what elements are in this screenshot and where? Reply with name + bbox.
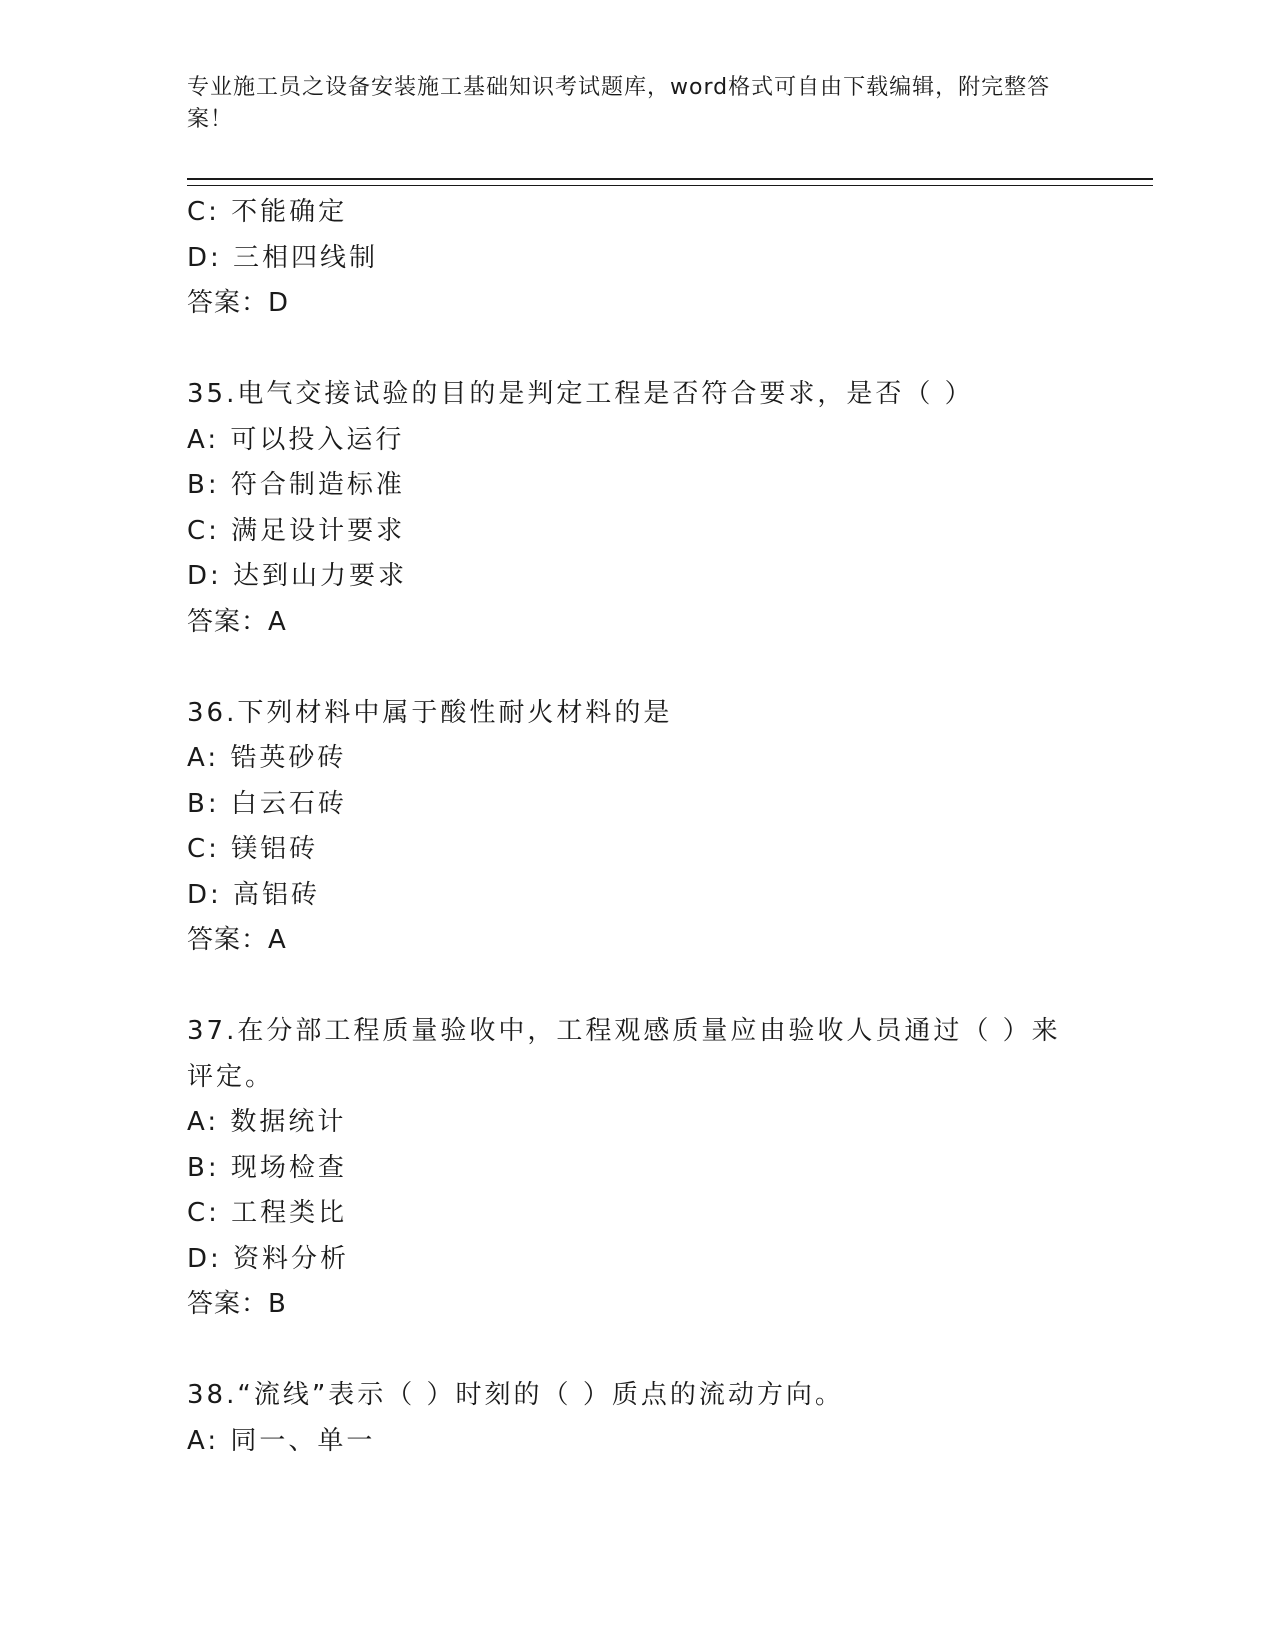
spacer — [187, 327, 1067, 373]
question-37 — [187, 1009, 1067, 1328]
answer-line: 答案：A — [187, 925, 287, 955]
answer-line: 答案：B — [187, 1289, 287, 1319]
option-d: D: 资料分析 — [187, 1243, 350, 1274]
option-c: C: 不能确定 — [187, 197, 348, 227]
spacer — [187, 645, 1067, 691]
question-stem: 38.“流线”表示（ ）时刻的（ ）质点的流动方向。 — [187, 1380, 844, 1410]
previous-question-tail — [187, 190, 1067, 327]
option-d: D: 三相四线制 — [187, 242, 379, 273]
spacer — [187, 1328, 1067, 1374]
question-stem: 36.下列材料中属于酸性耐火材料的是 — [187, 697, 673, 728]
header-text: 专业施工员之设备安装施工基础知识考试题库，word格式可自由下载编辑，附完整答案！ — [187, 75, 1051, 132]
option-d: D: 达到山力要求 — [187, 561, 408, 591]
option-a: A: 可以投入运行 — [187, 424, 405, 455]
question-35 — [187, 372, 1067, 645]
option-c: C: 镁铝砖 — [187, 834, 319, 864]
page-header — [187, 72, 1067, 136]
option-c: C: 满足设计要求 — [187, 515, 406, 546]
answer-line: 答案：D — [187, 288, 290, 318]
option-b: B: 白云石砖 — [187, 788, 347, 819]
option-c: C: 工程类比 — [187, 1198, 348, 1228]
option-b: B: 现场检查 — [187, 1152, 347, 1183]
option-b: B: 符合制造标准 — [187, 470, 405, 500]
question-stem: 35.电气交接试验的目的是判定工程是否符合要求，是否（ ） — [187, 379, 974, 409]
question-stem: 37.在分部工程质量验收中，工程观感质量应由验收人员通过（ ）来评定。 — [187, 1016, 1061, 1092]
header-divider — [187, 178, 1153, 186]
option-a: A: 数据统计 — [187, 1107, 347, 1137]
answer-line: 答案：A — [187, 606, 287, 637]
option-d: D: 高铝砖 — [187, 879, 321, 910]
question-38 — [187, 1373, 1067, 1464]
question-list — [187, 190, 1067, 1464]
spacer — [187, 964, 1067, 1010]
question-36 — [187, 691, 1067, 964]
option-a: A: 同一、单一 — [187, 1425, 376, 1456]
option-a: A: 锆英砂砖 — [187, 743, 347, 773]
